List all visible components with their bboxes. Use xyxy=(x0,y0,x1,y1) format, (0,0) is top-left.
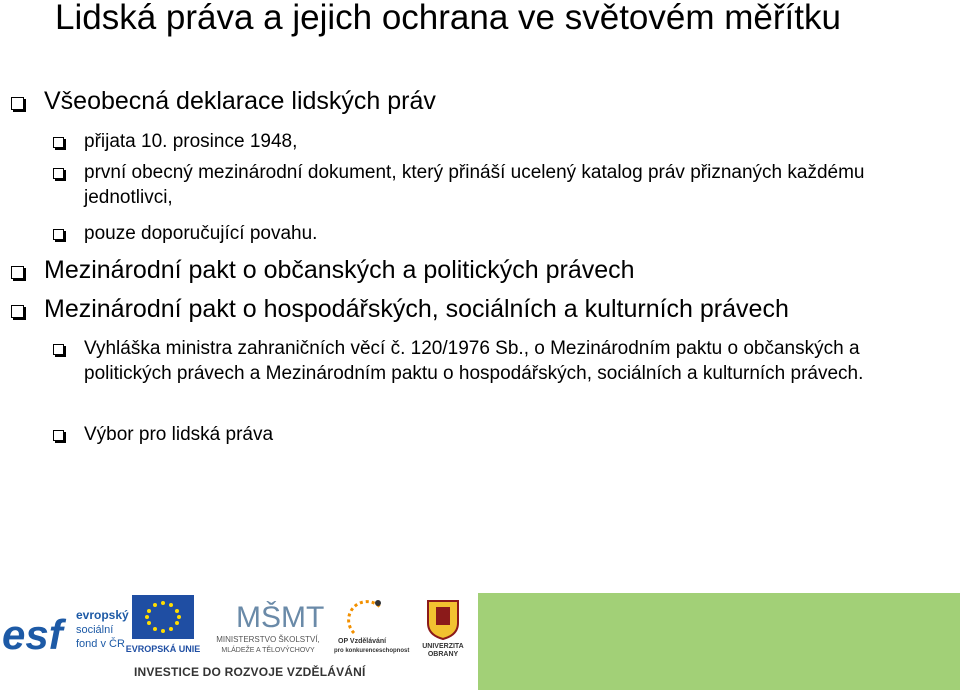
op-line1: OP Vzdělávání xyxy=(338,638,387,645)
checkbox-bullet-icon xyxy=(53,430,64,441)
footer-logo-bar xyxy=(0,593,960,690)
esf-logo xyxy=(2,593,129,658)
esf-line1: evropský xyxy=(76,608,129,622)
checkbox-bullet-icon xyxy=(53,229,64,240)
msmt-line1: MINISTERSTVO ŠKOLSTVÍ, xyxy=(216,635,320,644)
op-logo xyxy=(332,595,414,657)
esf-letters: esf xyxy=(2,611,63,658)
op-line2: pro konkurenceschopnost xyxy=(334,648,410,654)
list-item-text: Mezinárodní pakt o občanských a politických právech xyxy=(44,256,635,284)
eu-flag-icon xyxy=(126,595,200,657)
checkbox-bullet-icon xyxy=(11,266,24,279)
checkbox-bullet-icon xyxy=(53,344,64,355)
msmt-logo-graphic xyxy=(206,593,330,657)
list-item-text: přijata 10. prosince 1948, xyxy=(84,131,298,152)
list-item xyxy=(44,86,436,116)
list-item xyxy=(84,160,904,210)
list-item xyxy=(84,422,924,447)
eu-label: EVROPSKÁ UNIE xyxy=(125,644,201,654)
list-item xyxy=(84,221,924,246)
eu-logo xyxy=(126,595,200,657)
list-item xyxy=(44,294,789,324)
uo-logo xyxy=(414,593,472,657)
checkbox-bullet-icon xyxy=(11,97,24,110)
msmt-logo xyxy=(206,593,330,657)
esf-line3: fond v ČR xyxy=(76,638,125,650)
list-item xyxy=(84,129,924,154)
uo-crest-icon xyxy=(414,593,472,657)
checkbox-bullet-icon xyxy=(53,168,64,179)
msmt-letters: MŠMT xyxy=(236,601,325,634)
list-item xyxy=(84,336,944,386)
uo-line2: OBRANY xyxy=(427,651,459,658)
footer-green-panel xyxy=(478,593,960,690)
list-item xyxy=(44,255,635,285)
list-item-text: první obecný mezinárodní dokument, který přináší ucelený katalog práv přiznaných každému jednotlivci, xyxy=(84,162,865,208)
esf-line2: sociální xyxy=(76,624,114,636)
op-logo-graphic xyxy=(332,595,414,657)
list-item-text: Vyhláška ministra zahraničních věcí č. 120/1976 Sb., o Mezinárodním paktu o občanských a politických právech a Mezinárodním paktu o hospodářských, sociálních a kulturních právech. xyxy=(84,338,864,384)
investice-label: INVESTICE DO ROZVOJE VZDĚLÁVÁNÍ xyxy=(134,665,366,679)
msmt-line2: MLÁDEŽE A TĚLOVÝCHOVY xyxy=(221,647,315,654)
uo-line1: UNIVERZITA xyxy=(422,643,464,650)
list-item-text: Výbor pro lidská práva xyxy=(84,424,274,445)
list-item-text: Mezinárodní pakt o hospodářských, sociálních a kulturních právech xyxy=(44,295,789,323)
list-item-text: Všeobecná deklarace lidských práv xyxy=(44,87,436,115)
checkbox-bullet-icon xyxy=(53,137,64,148)
esf-logo-graphic xyxy=(2,593,129,658)
slide-title: Lidská práva a jejich ochrana ve světovém měřítku xyxy=(55,0,841,37)
list-item-text: pouze doporučující povahu. xyxy=(84,223,318,244)
checkbox-bullet-icon xyxy=(11,305,24,318)
